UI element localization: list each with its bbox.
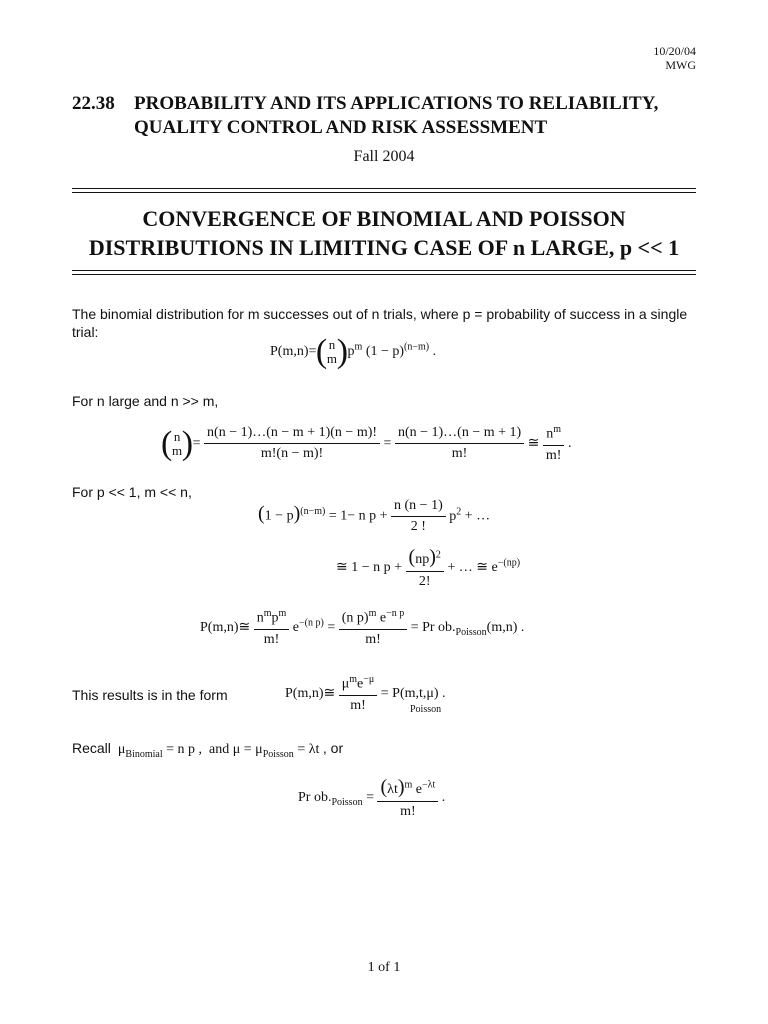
eq1-tail: (1 − p) <box>365 344 405 360</box>
eq5-fraction: $\frac{\mu^me^{-\mu}}{m!}$ <box>339 674 378 714</box>
course-title-line2: QUALITY CONTROL AND RISK ASSESSMENT <box>134 117 548 138</box>
date-block <box>653 44 696 72</box>
poisson-subscript: Poisson <box>410 704 442 715</box>
condition-n-large: For n large and n >> m, <box>72 393 219 409</box>
title-line2: DISTRIBUTIONS IN LIMITING CASE OF n LARGE, p << 1 <box>88 235 680 260</box>
bottom-divider <box>72 270 696 275</box>
document-title <box>0 204 768 262</box>
equation-poisson-lambda: Pr $ob._{Poisson}$ = $\frac{(\lambda t)^m e^{-\lambda t}}{m!}$ . <box>298 776 446 819</box>
eq1-lhs: P(m,n)= <box>270 344 317 360</box>
binomial-coefficient: ( n m ) <box>320 338 344 366</box>
course-heading <box>72 92 712 140</box>
equation-expansion-line2: ≅ 1 − n p + $\frac{(np)^2}{2!}$ + … ≅ $e^{-(np)}$ <box>336 546 521 589</box>
course-title-line1: PROBABILITY AND ITS APPLICATIONS TO RELIABILITY, <box>134 93 659 114</box>
term: Fall 2004 <box>353 148 415 165</box>
equation-coefficient-approx: ( n m ) = $\frac{n(n - 1)\dots(n - m + 1)(n - m)!}{m!(n - m)!}$ = $\frac{n(n - 1)\dots(n - m + 1)}{m!}$ ≅ $\frac{n^m}{m!}$ . <box>165 424 571 464</box>
equation-poisson-limit: P(m,n)≅ $\frac{n^mp^m}{m!}$ $e^{-(n p)}$ = $\frac{(n p)^m e^{-n p}}{m!}$ = Pr $ob._{Poisson}(m,n)$ . <box>200 608 525 647</box>
eq2-fraction2: $\frac{n(n - 1)\dots(n - m + 1)}{m!}$ <box>395 425 524 462</box>
eq1-end: . <box>429 344 437 360</box>
intro-paragraph: The binomial distribution for m successes out of n trials, where p = probability of success in a single trial: <box>72 306 688 340</box>
doc-author: MWG <box>665 58 696 72</box>
page-number: 1 of 1 <box>367 960 401 975</box>
condition-p-small: For p << 1, m << n, <box>72 484 192 500</box>
equation-poisson-form: P(m,n)≅ $\frac{\mu^me^{-\mu}}{m!}$ = P(m,t,μ) . <box>285 674 446 713</box>
eq3-fraction2: $\frac{(np)^2}{2!}$ <box>406 546 444 590</box>
eq2-fraction3: $\frac{n^m}{m!}$ <box>543 424 565 464</box>
recall-line: Recall $\mu_{Binomial} = n$ p , and $\mu = \mu_{Poisson} = \lambda t$ , or <box>72 740 344 760</box>
top-divider <box>72 188 696 193</box>
binomial-coefficient: ( n m ) <box>165 430 189 458</box>
eq6-fraction: $\frac{(\lambda t)^m e^{-\lambda t}}{m!}$ <box>377 776 438 820</box>
eq1-pm: $p^m$ <box>347 341 363 360</box>
eq1-exp: (n−m) <box>404 341 430 353</box>
equation-expansion-line1: $(1 - p)^{(n-m)} = 1- n$ p + $\frac{n (n - 1)}{2 !}$ $p^2$ + … <box>258 498 491 534</box>
eq2-fraction1: $\frac{n(n - 1)\dots(n - m + 1)(n - m)!}{m!(n - m)!}$ <box>204 425 380 462</box>
doc-date: 10/20/04 <box>653 44 696 58</box>
equation-binomial <box>270 338 436 366</box>
eq4-fraction1: $\frac{n^mp^m}{m!}$ <box>254 608 290 648</box>
title-line1: CONVERGENCE OF BINOMIAL AND POISSON <box>142 206 626 231</box>
eq3-fraction: $\frac{n (n - 1)}{2 !}$ <box>391 498 446 535</box>
eq4-fraction2: $\frac{(n p)^m e^{-n p}}{m!}$ <box>339 608 407 648</box>
result-label: This results is in the form <box>72 687 228 703</box>
course-number: 22.38 <box>72 93 115 114</box>
